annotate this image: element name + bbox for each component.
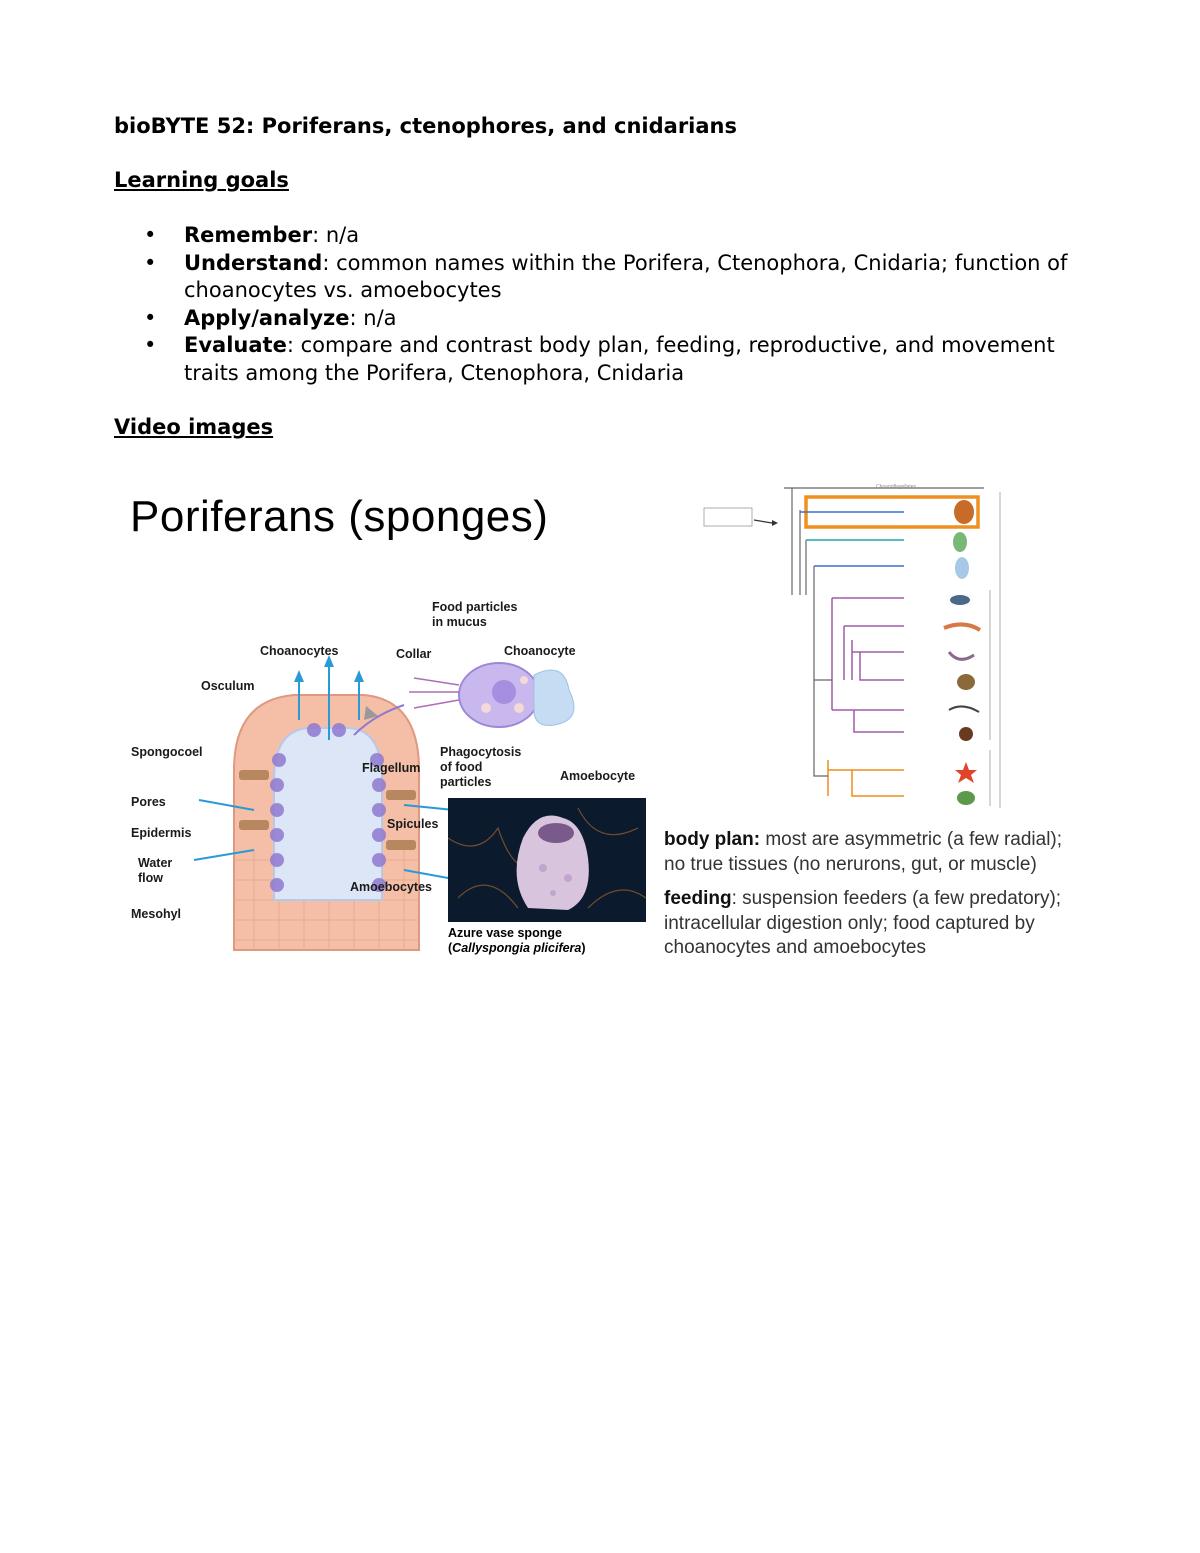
bullet-icon: •: [144, 250, 157, 275]
label-pores: Pores: [131, 795, 166, 809]
goal-remember: [114, 222, 1074, 250]
goal-text: : n/a: [312, 223, 360, 247]
label-phagocytosis-2: of food: [440, 760, 483, 774]
document-title: bioBYTE 52: Poriferans, ctenophores, and cnidarians: [114, 114, 737, 138]
body-plan-note: [664, 828, 1074, 877]
goal-apply-analyze: [114, 305, 1074, 333]
label-phagocytosis-3: particles: [440, 775, 492, 789]
feeding-text: : suspension feeders (a few predatory); intracellular digestion only; food captured by choanocytes and amoebocytes: [664, 888, 1062, 958]
feeding-term: feeding: [664, 888, 732, 909]
label-epidermis: Epidermis: [131, 826, 192, 840]
label-spongocoel: Spongocoel: [131, 745, 203, 759]
photo-caption-italic: Callyspongia plicifera: [452, 941, 582, 955]
goal-term: Remember: [184, 223, 313, 247]
label-amoebocyte: Amoebocyte: [560, 769, 636, 783]
label-spicules: Spicules: [387, 817, 439, 831]
label-phagocytosis-1: Phagocytosis: [440, 745, 522, 759]
label-choanocyte: Choanocyte: [504, 644, 576, 658]
label-osculum: Osculum: [201, 679, 255, 693]
photo-caption-scientific-name: (Callyspongia plicifera): [448, 941, 586, 955]
azure-vase-sponge-photo: [448, 798, 646, 922]
tree-tiny-label: Choanoflagellates: [876, 484, 917, 490]
feeding-note: [664, 887, 1074, 961]
slide-title: Poriferans (sponges): [130, 492, 549, 541]
video-images-heading: Video images: [114, 415, 274, 439]
slide-notes: [664, 828, 1074, 971]
label-flagellum: Flagellum: [362, 761, 421, 775]
label-amoebocytes: Amoebocytes: [350, 880, 432, 894]
bullet-icon: •: [144, 333, 157, 357]
bullet-icon: •: [144, 305, 157, 330]
label-collar: Collar: [396, 647, 432, 661]
goal-term: Apply/analyze: [184, 305, 350, 330]
bullet-icon: •: [144, 223, 157, 247]
goal-term: Evaluate: [184, 333, 287, 357]
photo-caption-common-name: Azure vase sponge: [448, 926, 562, 940]
goal-text: : compare and contrast body plan, feeding, reproductive, and movement traits among the Porifera, Ctenophora, Cnidaria: [184, 333, 1055, 385]
goal-text: : n/a: [349, 305, 397, 330]
learning-goals-list: [114, 222, 1074, 387]
label-water: Water: [138, 856, 173, 870]
body-plan-text: most are asymmetric (a few radial); no true tissues (no nerurons, gut, or muscle): [664, 829, 1063, 875]
label-in-mucus: in mucus: [432, 615, 487, 629]
goal-term: Understand: [184, 250, 323, 275]
label-choanocytes: Choanocytes: [260, 644, 339, 658]
label-mesohyl: Mesohyl: [131, 907, 182, 921]
body-plan-term: body plan:: [664, 829, 761, 850]
label-flow: flow: [138, 871, 163, 885]
goal-text: : common names within the Porifera, Ctenophora, Cnidaria; function of choanocytes vs. amoebocytes: [184, 250, 1068, 302]
goal-understand: [114, 250, 1074, 305]
label-food-particles: Food particles: [432, 600, 518, 614]
goal-evaluate: [114, 332, 1074, 387]
video-slide-image: [114, 480, 1074, 1015]
learning-goals-heading: Learning goals: [114, 168, 289, 192]
phylogenetic-tree-diagram: [704, 480, 1044, 810]
